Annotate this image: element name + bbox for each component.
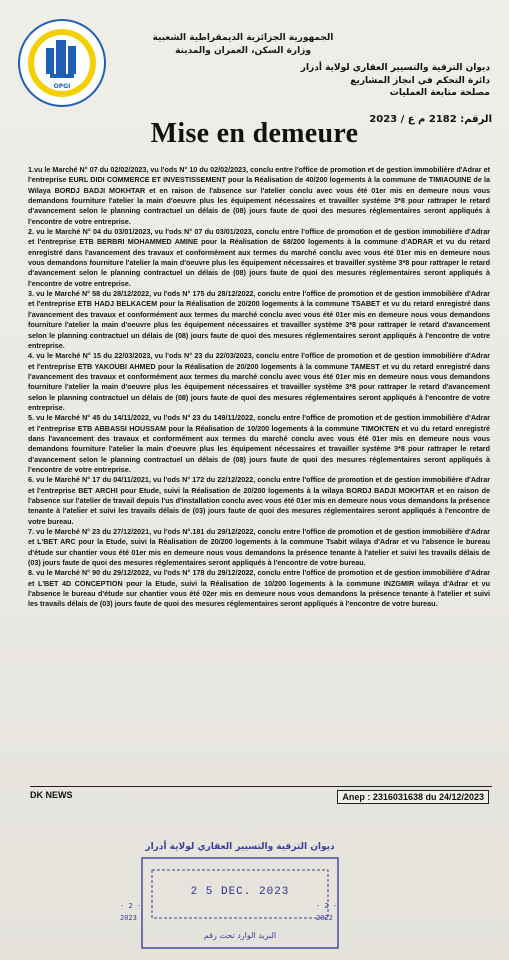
- stamp-office: ديوان الترقية والتسيير العقاري لولاية أدرار: [145, 842, 335, 852]
- newspaper-name: DK NEWS: [30, 790, 73, 800]
- paragraph-5: 5. vu le Marché N° 45 du 14/11/2022, vu l'ods N° 23 du 149/11/2022, conclu entre l'office de promotion et de gestion immobilière d'Adrar et l'entreprise ETB ABBASSI HOUSSAM pour la Réalisation de 10/200 logements à la commune TIMOKTEN et vu du retard enregistré dans l'avancement des travaux et conformément aux termes du marché conclu avec vous été 01er mis en demeure nous vous demandons fourniture l'atelier la main d'oeuvre plus les équipement nécessaires et travailler système 3*8 pour rattraper le retard d'avancement selon le planning contractuel un délais de (08) jours faute de quoi des mesures réglementaires seront appliqués à l'encontre de votre entreprise.: [28, 413, 490, 474]
- header-republic: [128, 32, 358, 58]
- stamp-date: 2 5 DEC. 2023: [190, 886, 290, 898]
- paragraph-3: 3. vu le Marché N° 58 du 28/12/2022, vu l'ods N° 175 du 28/12/2022, conclu entre l'office de promotion et de gestion immobilière d'Adrar et l'entreprise ETB HADJ BELKACEM pour la Réalisation de 20/200 logements à la commune TSABET et vu du retard enregistré dans l'avancement des travaux et conformément aux termes du marché conclu avec vous été 01er mis en demeure nous vous demandons fourniture l'atelier la main d'oeuvre plus les équipement nécessaires et travailler système 3*8 pour rattraper le retard d'avancement selon le planning contractuel un délais de (08) jours faute de quoi des mesures réglementaires seront appliqués à l'encontre de votre entreprise.: [28, 289, 490, 350]
- office-block: [290, 62, 490, 100]
- paragraph-1: 1.vu le Marché N° 07 du 02/02/2023, vu l'ods N° 10 du 02/02/2023, conclu entre l'office de promotion et de gestion immobilière d'Adrar et l'entreprise EURL DIDI COMMERCE ET INVESTISSEMENT pour la Réalisation de 40/200 logements à la commune de TIMIAOUINE de la Wilaya BORDJ BADJI MOKHTAR et en raison de l'absence sur l'atelier conclu avec vous été 01er mis en demeure nous vous demandons fourniture l'atelier la main d'oeuvre plus les équipement nécessaires et travailler système 3*8 pour rattraper le retard d'avancement selon le planning contractuel un délais de (08) jours faute de quoi des mesures réglementaires seront appliqués à l'encontre de votre entreprise.: [28, 165, 490, 226]
- office-line-2: دائرة التحكم في انجاز المشاريع: [350, 75, 490, 86]
- stamp-side-left: - 2 -: [120, 902, 142, 910]
- logo-text: OPGI: [53, 83, 71, 90]
- stamp-year-left: 2023: [120, 914, 137, 922]
- stamp-year-right: 2022: [316, 914, 333, 922]
- document-title: Mise en demeure: [150, 118, 359, 149]
- arabic-republic: الجمهورية الجزائرية الديمقراطية الشعبية: [152, 33, 334, 43]
- footer-divider: [30, 786, 492, 787]
- received-stamp: [120, 838, 340, 952]
- arabic-ministry: وزارة السكن، العمران والمدينة: [175, 46, 311, 56]
- paragraph-8: 8. vu le Marché N° 90 du 29/12/2022, vu l'ods N° 178 du 29/12/2022, conclu entre l'office de promotion et de gestion immobilière d'Adrar et L'BET 4D CONCEPTION pour la Etude, suivi la Réalisation de 10/200 logements à la commune INZGMIR wilaya d'Adrar et vu l'absence le bureau d'étude sur chantier vous été 02er mis en demeure nous vous demandons la présence tenante à l'atelier et suivi les travails délais de (03) jours faute de quoi des mesures réglementaires seront appliqués à l'encontre de votre bureau.: [28, 568, 490, 609]
- paragraph-6: 6. vu le Marché N° 17 du 04/11/2021, vu l'ods N° 172 du 22/12/2022, conclu entre l'office de promotion et de gestion immobilière d'Adrar et l'entreprise BET ARCHI pour Etude, suivi la Réalisation de 20/200 logements à la wilaya BORDJ BADJI MOKHTAR et en raison de l'absence sur l'atelier de travail depuis l'us d'installation conclu avec vous été 01er mis en demeure nous vous demandons la présence tenante à l'atelier et suivi les travails délais de (03) jours faute de quoi des mesures réglementaires seront appliqués à l'encontre de votre bureau.: [28, 475, 490, 526]
- paragraph-4: 4. vu le Marché N° 15 du 22/03/2023, vu l'ods N° 23 du 22/03/2023, conclu entre l'office de promotion et de gestion immobilière d'Adrar et l'entreprise ETB YAKOUBI AHMED pour la Réalisation de 20/200 logements à la commune TAMEST et vu du retard enregistré dans l'avancement des travaux et conformément aux termes du marché conclu avec vous été 01er mis en demeure nous vous demandons fourniture l'atelier la main d'oeuvre plus les équipement nécessaires et travailler système 3*8 pour rattraper le retard d'avancement selon le planning contractuel un délais de (08) jours faute de quoi des mesures réglementaires seront appliqués à l'encontre de votre entreprise.: [28, 351, 490, 412]
- anep-reference: Anep : 2316031638 du 24/12/2023: [337, 790, 489, 804]
- stamp-label: البريد الوارد تحت رقم: [203, 931, 277, 940]
- paragraph-2: 2. vu le Marché N° 04 du 03/01/2023, vu l'ods N° 07 du 03/01/2023, conclu entre l'office de promotion et de gestion immobilière d'Adrar et l'entreprise ETB BERBRI MOHAMMED AMINE pour la Réalisation de 68/200 logements à la commune d'ADRAR et vu du retard enregistré dans l'avancement des travaux et conformément aux termes du marché conclu avec vous été 01er mis en demeure nous vous demandons fourniture l'atelier la main d'oeuvre plus les équipement nécessaires et travailler système 3*8 pour rattraper le retard d'avancement selon le planning contractuel un délais de (08) jours faute de quoi des mesures réglementaires seront appliqués à l'encontre de votre entreprise.: [28, 227, 490, 288]
- opgi-logo: [14, 18, 110, 108]
- office-line-1: ديوان الترقية والتسيير العقاري لولاية أدرار: [300, 63, 490, 73]
- document-body: [28, 165, 490, 610]
- stamp-side-right: - 2 -: [316, 902, 338, 910]
- paragraph-7: 7. vu le Marché N° 23 du 27/12/2021, vu l'ods N°.181 du 29/12/2022, conclu entre l'office de promotion et de gestion immobilière d'Adrar et L'BET ARC pour la Etude, suivi la Réalisation de 20/200 logements à la commune Tsabit wilaya d'Adrar et vu l'absence le bureau d'étude sur chantier vous été 01er mis en demeure nous vous demandons la présence tenante à l'atelier et suivi les travails délais de (03) jours faute de quoi des mesures réglementaires seront appliqués à l'encontre de votre bureau.: [28, 527, 490, 568]
- reference-number: الرقم: 2182 م ع / 2023: [369, 114, 492, 125]
- office-line-3: مصلحة متابعة العمليات: [389, 88, 490, 98]
